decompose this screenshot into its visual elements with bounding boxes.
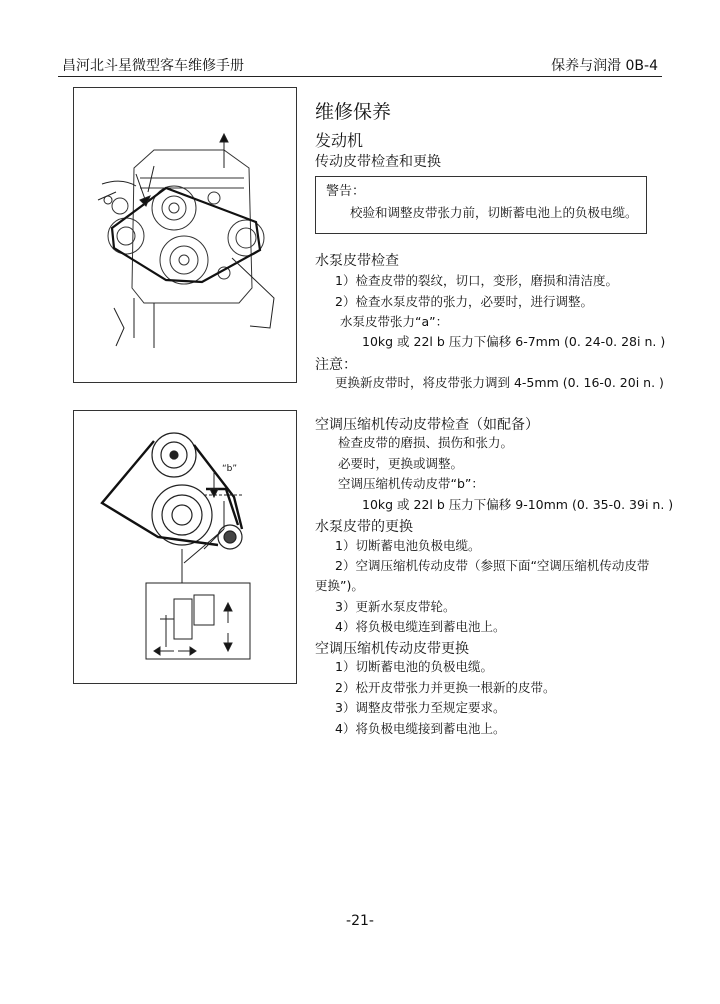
section-subtitle: 发动机 <box>315 131 364 150</box>
pump-replace-step-1: 1）切断蓄电池负极电缆。 <box>335 538 481 553</box>
warning-box <box>315 176 647 234</box>
ac-replace-step-3: 3）调整皮带张力至规定要求。 <box>335 700 506 715</box>
engine-belt-figure <box>73 87 297 383</box>
ac-replace-step-1: 1）切断蓄电池的负极电缆。 <box>335 659 493 674</box>
ac-check-line-2: 必要时，更换或调整。 <box>338 456 464 471</box>
ac-tension-label: 空调压缩机传动皮带“b”： <box>338 476 484 491</box>
ac-replace-step-4: 4）将负极电缆接到蓄电池上。 <box>335 721 506 736</box>
pump-tension-value: 10kg 或 22l b 压力下偏移 6-7mm (0. 24-0. 28i n. ) <box>362 334 666 349</box>
pump-check-step-2: 2）检查水泵皮带的张力，必要时，进行调整。 <box>335 294 593 309</box>
pump-replace-title: 水泵皮带的更换 <box>315 519 413 535</box>
ac-belt-figure <box>73 410 297 684</box>
pump-check-step-1: 1）检查皮带的裂纹，切口，变形，磨损和清洁度。 <box>335 273 618 288</box>
pump-replace-step-4: 4）将负极电缆连到蓄电池上。 <box>335 619 506 634</box>
topic-heading: 传动皮带检查和更换 <box>315 154 441 170</box>
ac-belt-drawing <box>74 411 296 683</box>
pump-replace-step-2: 2）空调压缩机传动皮带（参照下面“空调压缩机传动皮带 <box>335 558 650 573</box>
ac-tension-value: 10kg 或 22l b 压力下偏移 9-10mm (0. 35-0. 39i n. ) <box>362 497 674 512</box>
section-title: 维修保养 <box>315 101 392 123</box>
header-right-title: 保养与润滑 0B-4 <box>551 58 658 74</box>
ac-replace-step-2: 2）松开皮带张力并更换一根新的皮带。 <box>335 680 556 695</box>
engine-belt-drawing <box>74 88 296 382</box>
page-number: -21- <box>346 913 374 929</box>
warning-label: 警告： <box>326 184 366 199</box>
ac-check-title: 空调压缩机传动皮带检查（如配备） <box>315 417 539 433</box>
ac-check-line-1: 检查皮带的磨损、损伤和张力。 <box>338 435 514 450</box>
pump-tension-label: 水泵皮带张力“a”： <box>340 314 449 329</box>
note-label: 注意： <box>315 357 357 373</box>
fig2-label-b: “b” <box>222 464 238 474</box>
header-rule <box>58 76 662 77</box>
warning-text: 校验和调整皮带张力前，切断蓄电池上的负极电缆。 <box>350 205 638 220</box>
ac-replace-title: 空调压缩机传动皮带更换 <box>315 641 469 657</box>
pump-replace-step-2-cont: 更换”)。 <box>315 578 364 593</box>
note-text: 更换新皮带时，将皮带张力调到 4-5mm (0. 16-0. 20i n. ) <box>335 375 664 390</box>
pump-replace-step-3: 3）更新水泵皮带轮。 <box>335 599 456 614</box>
header-left-title: 昌河北斗星微型客车维修手册 <box>62 58 244 74</box>
pump-check-title: 水泵皮带检查 <box>315 253 399 269</box>
